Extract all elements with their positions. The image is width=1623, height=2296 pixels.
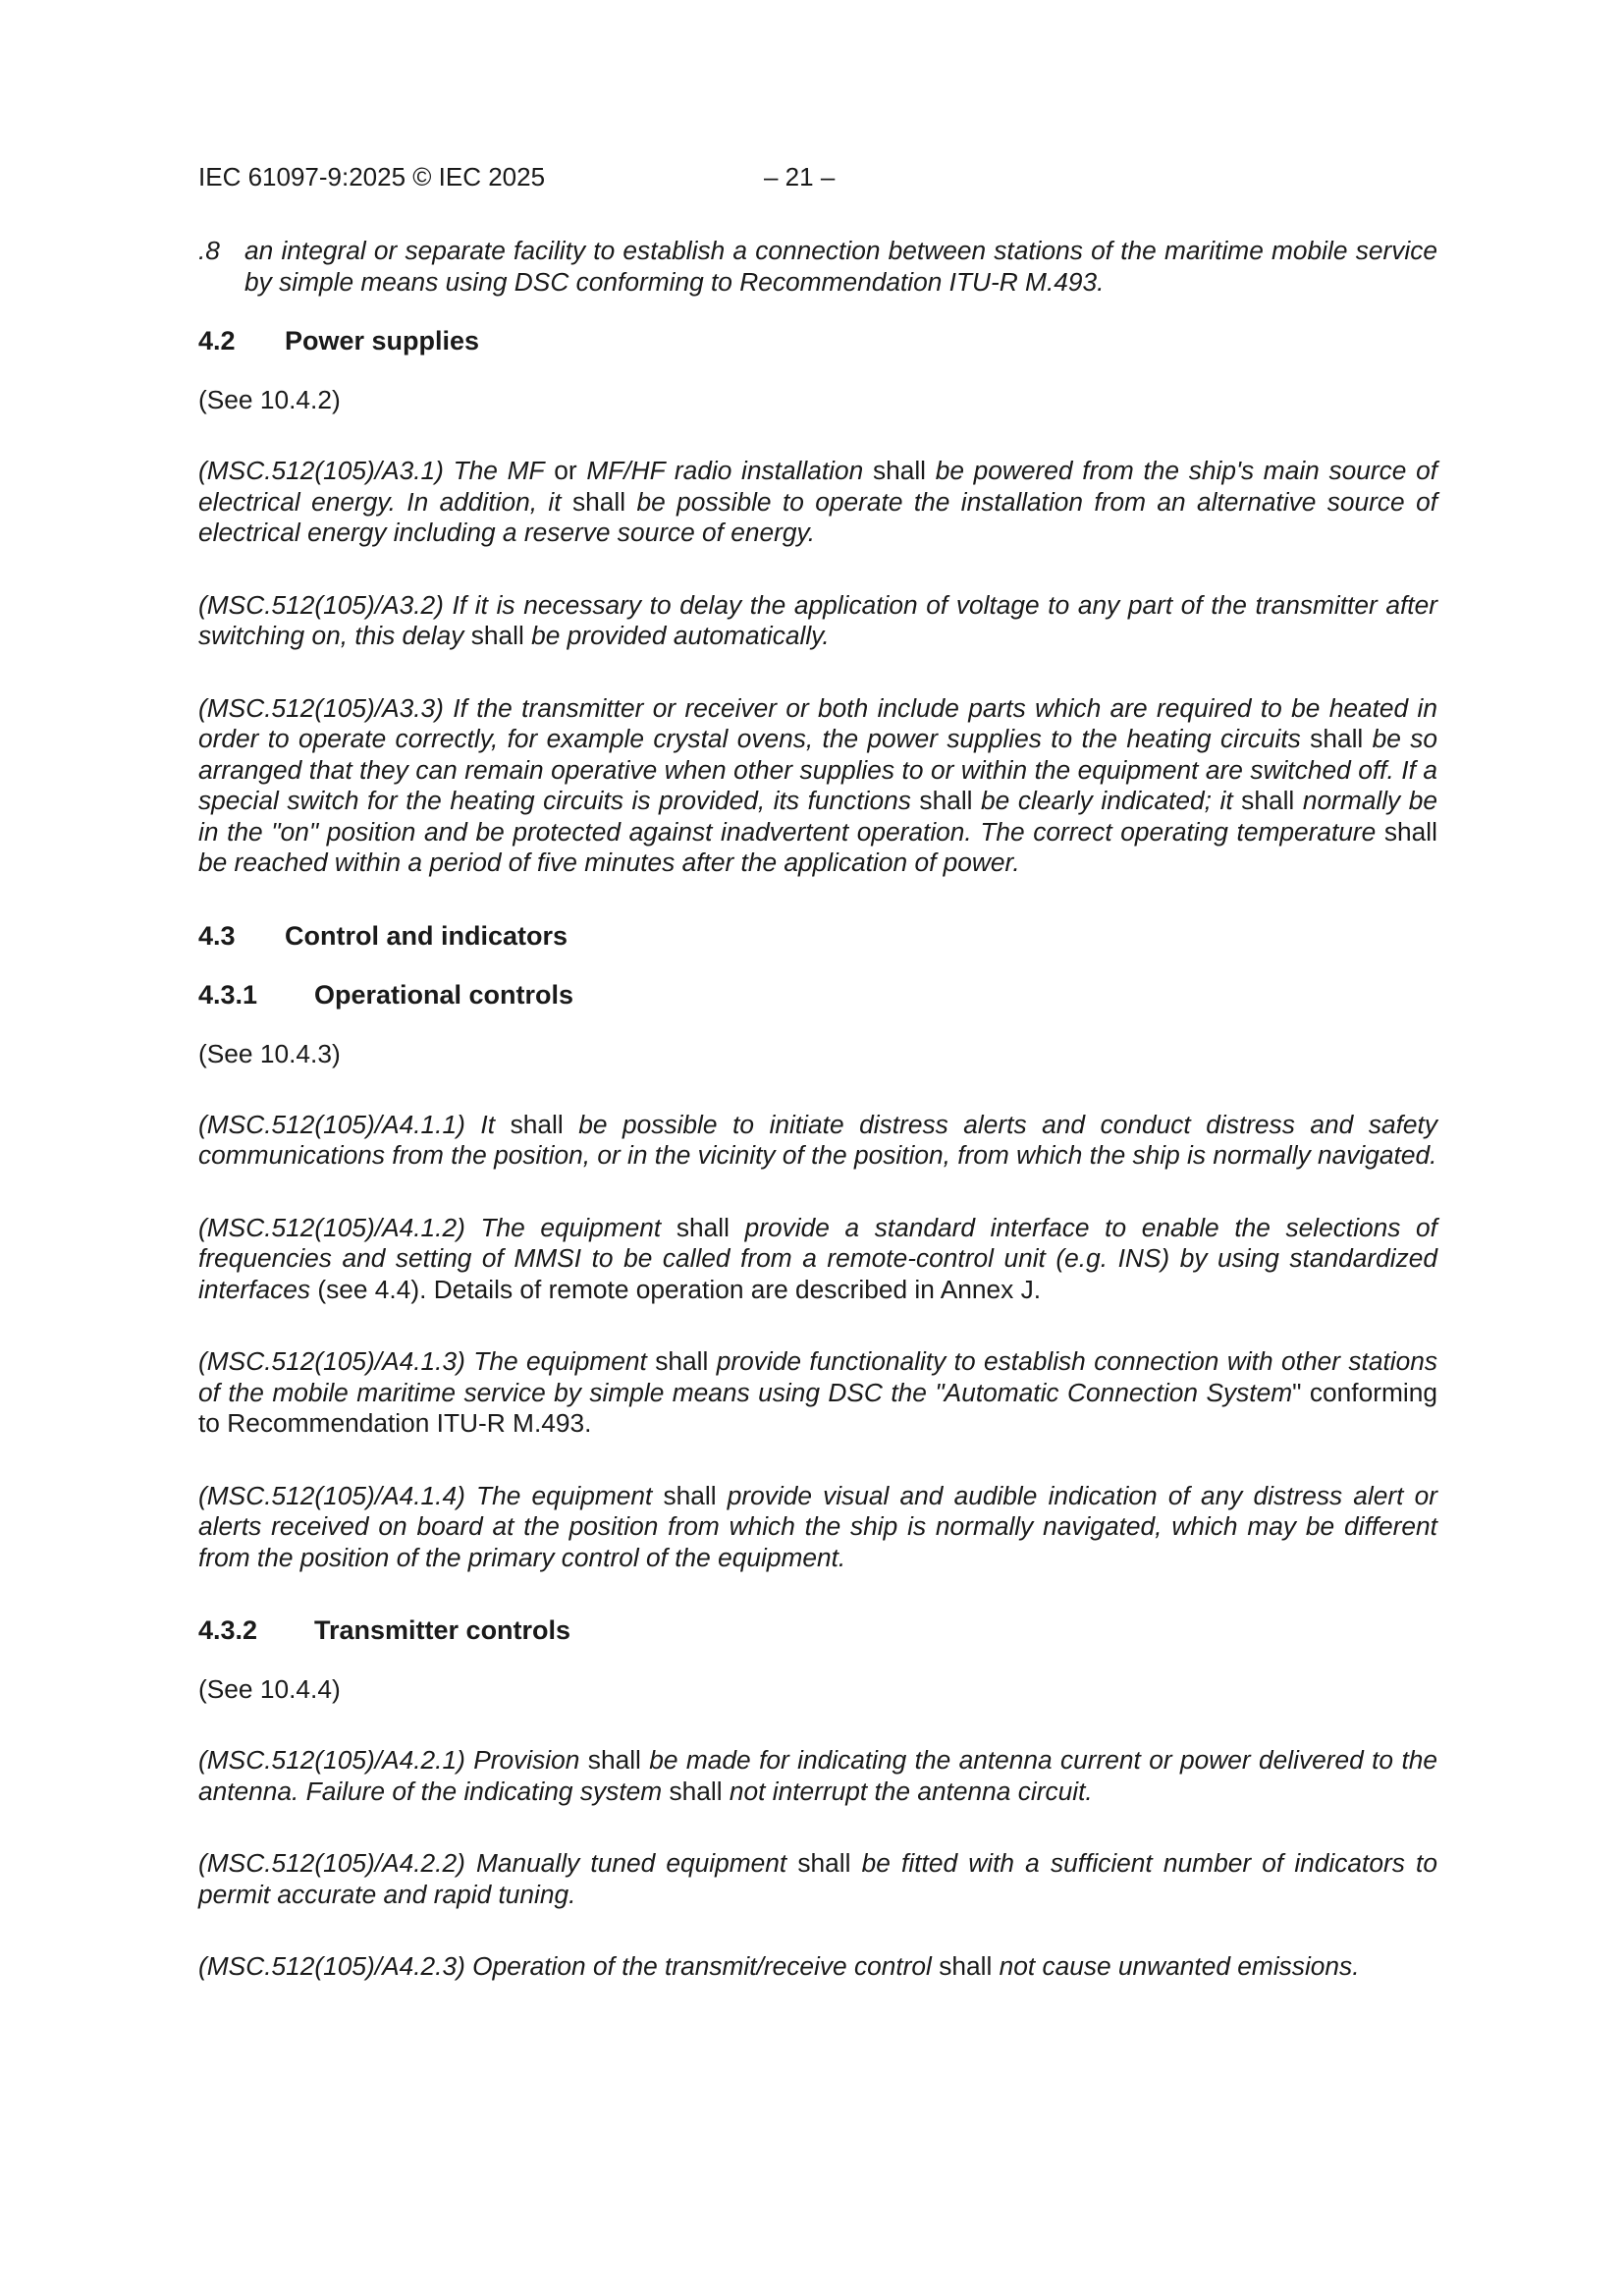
section-number: 4.2 xyxy=(198,326,236,355)
section-number: 4.3.2 xyxy=(198,1615,258,1645)
requirement-paragraph: (MSC.512(105)/A3.1) The MF or MF/HF radio installation shall be powered from the ship's main source of electrical energy. In addition, it shall be possible to operate the installation from an alternative source of electrical energy including a reserve source of energy. xyxy=(198,456,1438,547)
requirement-paragraph: (MSC.512(105)/A4.1.2) The equipment shall provide a standard interface to enable the selections of frequencies and setting of MMSI to be called from a remote-control unit (e.g. INS) by using standardized interfaces (see 4.4). Details of remote operation are described in Annex J. xyxy=(198,1212,1437,1304)
requirement-paragraph: (MSC.512(105)/A4.2.2) Manually tuned equipment shall be fitted with a sufficient number of indicators to permit accurate and rapid tuning. xyxy=(198,1848,1437,1909)
requirement-paragraph: (MSC.512(105)/A3.2) If it is necessary to delay the application of voltage to any part of the transmitter after switching on, this delay shall be provided automatically. xyxy=(198,589,1437,650)
list-item-8 xyxy=(198,236,1437,298)
see-reference: (See 10.4.3) xyxy=(198,1038,341,1068)
section-title: Operational controls xyxy=(314,979,574,1010)
section-heading-4-3-1 xyxy=(198,978,1437,1011)
page-number: – 21 – xyxy=(764,162,836,191)
see-reference: (See 10.4.4) xyxy=(198,1674,341,1704)
requirement-paragraph: (MSC.512(105)/A3.3) If the transmitter or receiver or both include parts which are required to be heated in order to operate correctly, for example crystal ovens, the power supplies to the heating circuits shall be so arranged that they can remain operative when other supplies to or within the equipment are switched off. If a special switch for the heating circuits is provided, its functions shall be clearly indicated; it shall normally be in the "on" position and be protected against inadvertent operation. The correct operating temperature shall be reached within a period of five minutes after the application of power. xyxy=(198,692,1437,877)
section-number: 4.3.1 xyxy=(198,979,258,1010)
section-title: Power supplies xyxy=(285,326,480,355)
requirement-paragraph: (MSC.512(105)/A4.2.3) Operation of the transmit/receive control shall not cause unwanted emissions. xyxy=(198,1951,1360,1981)
list-item-text: an integral or separate facility to establish a connection between stations of the maritime mobile service by simple means using DSC conforming to Recommendation ITU-R M.493. xyxy=(244,236,1437,297)
page-content xyxy=(198,236,1437,1983)
document-page xyxy=(198,0,1437,2296)
requirement-paragraph: (MSC.512(105)/A4.1.1) It shall be possible to initiate distress alerts and conduct distress and safety communications from the position, or in the vicinity of the position, from which the ship is normally navigated. xyxy=(198,1109,1437,1170)
section-heading-4-3-2 xyxy=(198,1613,1437,1647)
section-heading-4-2 xyxy=(198,324,1437,357)
requirement-paragraph: (MSC.512(105)/A4.1.3) The equipment shall provide functionality to establish connection with other stations of the mobile maritime service by simple means using DSC the "Automatic Connection System" conforming to Recommendation ITU-R M.493. xyxy=(198,1346,1437,1438)
requirement-paragraph: (MSC.512(105)/A4.1.4) The equipment shall provide visual and audible indication of any distress alert or alerts received on board at the position from which the ship is normally navigated, which may be different from the position of the primary control of the equipment. xyxy=(198,1480,1437,1572)
requirement-paragraph: (MSC.512(105)/A4.2.1) Provision shall be made for indicating the antenna current or power delivered to the antenna. Failure of the indicating system shall not interrupt the antenna circuit. xyxy=(198,1745,1437,1806)
section-title: Transmitter controls xyxy=(314,1615,571,1645)
see-reference: (See 10.4.2) xyxy=(198,385,341,414)
section-title: Control and indicators xyxy=(285,920,568,951)
list-item-number: .8 xyxy=(198,236,220,265)
standard-reference: IEC 61097-9:2025 © IEC 2025 xyxy=(198,162,546,191)
section-heading-4-3 xyxy=(198,919,1437,953)
section-number: 4.3 xyxy=(198,920,236,951)
